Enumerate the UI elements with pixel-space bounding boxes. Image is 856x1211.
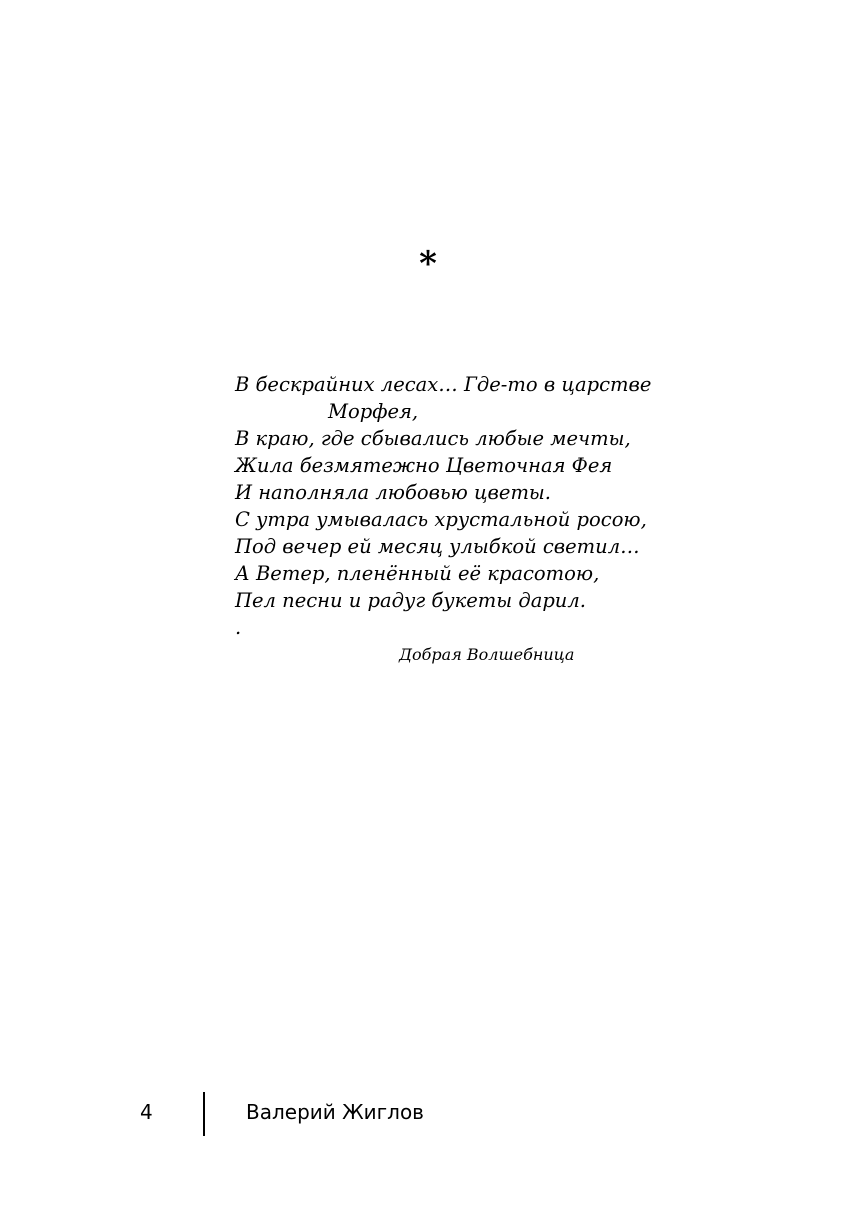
poem: [235, 371, 655, 668]
section-ornament: *: [419, 244, 437, 284]
poem-line: В краю, где сбывались любые мечты,: [235, 427, 631, 450]
poem-line: А Ветер, пленённый её красотою,: [235, 562, 600, 585]
poem-line: Пел песни и радуг букеты дарил.: [235, 589, 586, 612]
poem-line: В бескрайних лесах… Где-то в царстве: [235, 373, 652, 396]
footer-divider: [203, 1092, 205, 1136]
poem-line: Жила безмятежно Цветочная Фея: [235, 454, 613, 477]
page-number: 4: [140, 1100, 153, 1124]
poem-line: И наполняла любовью цветы.: [235, 481, 552, 504]
running-author: Валерий Жиглов: [246, 1100, 424, 1124]
poem-line: С утра умывалась хрустальной росою,: [235, 508, 647, 531]
poem-line: Морфея,: [328, 400, 419, 423]
poem-line: .: [235, 616, 242, 639]
poem-signature: Добрая Волшебница: [399, 645, 575, 664]
page-footer: [0, 1092, 856, 1138]
poem-line: Под вечер ей месяц улыбкой светил…: [235, 535, 640, 558]
